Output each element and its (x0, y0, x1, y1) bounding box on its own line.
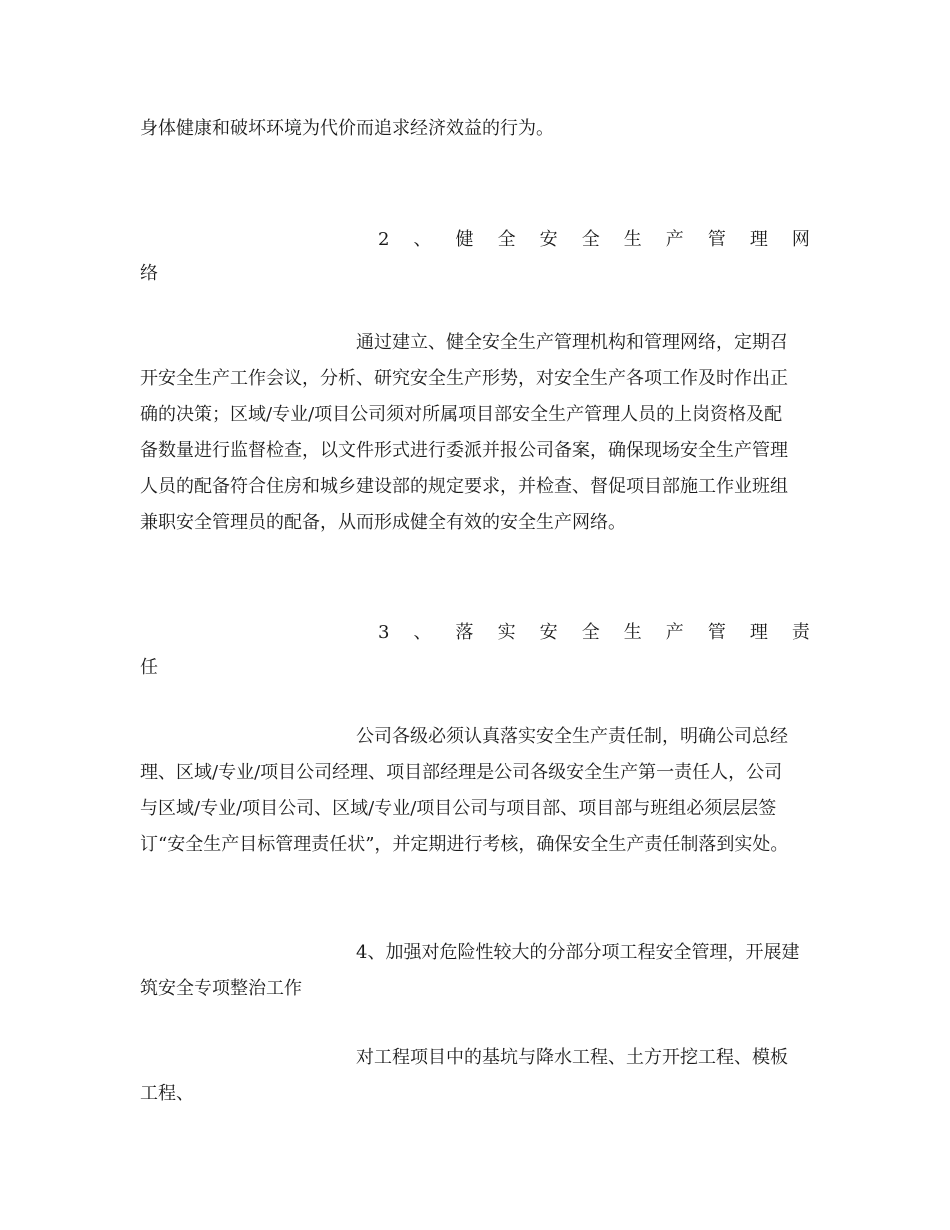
section-2-body-line: 确的决策；区域/专业/项目公司须对所属项目部安全生产管理人员的上岗资格及配 (140, 404, 783, 425)
section-3-body-line: 理、区域/专业/项目公司经理、项目部经理是公司各级安全生产第一责任人，公司 (140, 762, 783, 783)
heading-char: 责 (791, 622, 810, 643)
heading-char: 管 (707, 622, 726, 643)
heading-char: 理 (749, 622, 768, 643)
heading-char: 、 (413, 229, 432, 250)
section-2-body-line: 兼职安全管理员的配备，从而形成健全有效的安全生产网络。 (140, 512, 626, 533)
heading-char: 、 (413, 622, 432, 643)
section-4-body-line: 工程、 (140, 1083, 194, 1104)
heading-char: 网 (791, 229, 810, 250)
section-2-body-line: 备数量进行监督检查，以文件形式进行委派并报公司备案，确保现场安全生产管理 (140, 440, 788, 461)
heading-char: 全 (497, 229, 516, 250)
section-2-body-line: 开安全生产工作会议，分析、研究安全生产形势，对安全生产各项工作及时作出正 (140, 368, 788, 389)
heading-char: 管 (707, 229, 726, 250)
heading-char: 理 (749, 229, 768, 250)
heading-char: 全 (581, 622, 600, 643)
heading-char: 安 (539, 622, 558, 643)
heading-char: 生 (623, 622, 642, 643)
heading-char: 安 (539, 229, 558, 250)
section-3-body-line: 订“安全生产目标管理责任状”，并定期进行考核，确保安全生产责任制落到实处。 (140, 834, 789, 855)
heading-char: 落 (455, 622, 474, 643)
section-3-body-line: 公司各级必须认真落实安全生产责任制，明确公司总经 (356, 726, 788, 747)
section-2-heading-wrap: 络 (140, 263, 158, 284)
section-4-heading-line: 4、加强对危险性较大的分部分项工程安全管理，开展建 (356, 942, 800, 963)
section-3-heading-wrap: 任 (140, 657, 158, 678)
section-2-body-line: 人员的配备符合住房和城乡建设部的规定要求，并检查、督促项目部施工作业班组 (140, 476, 788, 497)
section-3-body-line: 与区域/专业/项目公司、区域/专业/项目公司与项目部、项目部与班组必须层层签 (140, 798, 777, 819)
paragraph-intro-tail: 身体健康和破坏环境为代价而追求经济效益的行为。 (140, 118, 554, 139)
heading-char: 全 (581, 229, 600, 250)
section-4-body-line: 对工程项目中的基坑与降水工程、土方开挖工程、模板 (356, 1047, 788, 1068)
heading-char: 3 (378, 622, 390, 643)
section-4-heading-line: 筑安全专项整治工作 (140, 978, 302, 999)
heading-char: 产 (665, 622, 684, 643)
section-2-body-line: 通过建立、健全安全生产管理机构和管理网络，定期召 (356, 332, 788, 353)
heading-char: 实 (497, 622, 516, 643)
heading-char: 2 (378, 229, 390, 250)
heading-char: 健 (455, 229, 474, 250)
section-3-heading (378, 620, 810, 646)
heading-char: 生 (623, 229, 642, 250)
heading-char: 产 (665, 229, 684, 250)
section-2-heading (378, 227, 810, 253)
